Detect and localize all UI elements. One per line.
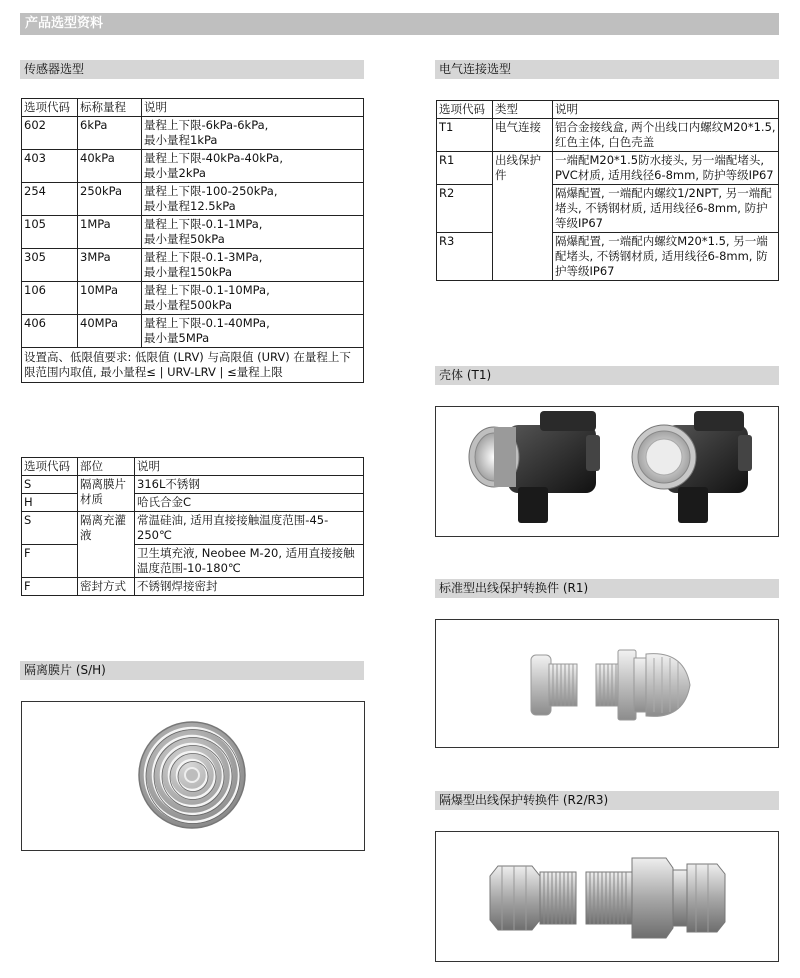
table-row	[22, 282, 364, 315]
range-description: 量程上下限-40kPa-40kPa, 最小量2kPa	[142, 150, 364, 183]
material-description: 卫生填充液, Neobee M-20, 适用直接接触温度范围-10-180℃	[135, 545, 364, 578]
table-row	[437, 119, 779, 152]
option-code: 105	[22, 216, 78, 249]
table-row	[22, 545, 364, 578]
table-row	[22, 578, 364, 596]
connection-description: 铝合金接线盒, 两个出线口内螺纹M20*1.5, 红色主体, 白色壳盖	[553, 119, 779, 152]
header-code: 选项代码	[22, 99, 78, 117]
r1-section-title: 标准型出线保护转换件 (R1)	[435, 579, 779, 598]
option-code: 403	[22, 150, 78, 183]
connection-description: 隔爆配置, 一端配内螺纹1/2NPT, 另一端配堵头, 不锈钢材质, 适用线径6-8mm, 防护等级IP67	[553, 185, 779, 233]
electrical-table	[436, 100, 779, 281]
diaphragm-disc-icon	[139, 722, 245, 828]
header-part: 部位	[78, 458, 135, 476]
material-description: 哈氏合金C	[135, 494, 364, 512]
option-code: F	[22, 545, 78, 578]
diaphragm-image	[21, 701, 365, 851]
plug-icon	[531, 655, 577, 715]
option-code: S	[22, 476, 78, 494]
connection-type: 电气连接	[493, 119, 553, 152]
electrical-section-title: 电气连接选型	[435, 60, 779, 79]
table-row	[22, 117, 364, 150]
table-row	[22, 512, 364, 545]
sensor-section-title: 传感器选型	[20, 60, 364, 79]
nominal-range: 40kPa	[78, 150, 142, 183]
housing-section-title: 壳体 (T1)	[435, 366, 779, 385]
nominal-range: 10MPa	[78, 282, 142, 315]
range-description: 量程上下限-0.1-10MPa, 最小量程500kPa	[142, 282, 364, 315]
table-row	[437, 185, 779, 233]
connection-description: 一端配M20*1.5防水接头, 另一端配堵头, PVC材质, 适用线径6-8mm, 防护等级IP67	[553, 152, 779, 185]
housing-side-view-icon	[469, 411, 600, 523]
table-row	[22, 150, 364, 183]
nominal-range: 250kPa	[78, 183, 142, 216]
option-code: T1	[437, 119, 493, 152]
explosion-proof-plug-icon	[490, 866, 576, 930]
table-row	[437, 152, 779, 185]
page-title: 产品选型资料	[20, 13, 779, 35]
option-code: H	[22, 494, 78, 512]
nominal-range: 6kPa	[78, 117, 142, 150]
option-code: 254	[22, 183, 78, 216]
option-code: 602	[22, 117, 78, 150]
sensor-note-row	[22, 348, 364, 383]
range-description: 量程上下限-6kPa-6kPa, 最小量程1kPa	[142, 117, 364, 150]
table-row	[22, 216, 364, 249]
range-description: 量程上下限-0.1-3MPa, 最小量程150kPa	[142, 249, 364, 282]
connection-type: 出线保护件	[493, 152, 553, 281]
r23-section-title: 隔爆型出线保护转换件 (R2/R3)	[435, 791, 779, 810]
electrical-table-header	[437, 101, 779, 119]
range-description: 量程上下限-0.1-40MPa, 最小量5MPa	[142, 315, 364, 348]
table-row	[22, 315, 364, 348]
connection-description: 隔爆配置, 一端配内螺纹M20*1.5, 另一端配堵头, 不锈钢材质, 适用线径6-8mm, 防护等级IP67	[553, 233, 779, 281]
part-diaphragm-material: 隔离膜片材质	[78, 476, 135, 512]
header-desc: 说明	[553, 101, 779, 119]
option-code: R1	[437, 152, 493, 185]
r23-image	[435, 831, 779, 962]
header-desc: 说明	[142, 99, 364, 117]
explosion-proof-gland-icon	[586, 858, 725, 938]
diaphragm-section-title: 隔离膜片 (S/H)	[20, 661, 364, 680]
nominal-range: 1MPa	[78, 216, 142, 249]
material-description: 不锈钢焊接密封	[135, 578, 364, 596]
option-code: F	[22, 578, 78, 596]
table-row	[437, 233, 779, 281]
option-code: 305	[22, 249, 78, 282]
option-code: 406	[22, 315, 78, 348]
material-table-header	[22, 458, 364, 476]
option-code: R2	[437, 185, 493, 233]
header-desc: 说明	[135, 458, 364, 476]
header-code: 选项代码	[437, 101, 493, 119]
housing-front-view-icon	[632, 411, 752, 523]
material-description: 316L不锈钢	[135, 476, 364, 494]
range-description: 量程上下限-100-250kPa, 最小量程12.5kPa	[142, 183, 364, 216]
option-code: S	[22, 512, 78, 545]
part-seal-method: 密封方式	[78, 578, 135, 596]
header-code: 选项代码	[22, 458, 78, 476]
housing-image	[435, 406, 779, 537]
material-table	[21, 457, 364, 596]
table-row	[22, 494, 364, 512]
option-code: R3	[437, 233, 493, 281]
nominal-range: 40MPa	[78, 315, 142, 348]
range-description: 量程上下限-0.1-1MPa, 最小量程50kPa	[142, 216, 364, 249]
r1-image	[435, 619, 779, 748]
sensor-table-header	[22, 99, 364, 117]
header-range: 标称量程	[78, 99, 142, 117]
cable-gland-icon	[596, 650, 690, 720]
table-row	[22, 183, 364, 216]
sensor-table	[21, 98, 364, 383]
nominal-range: 3MPa	[78, 249, 142, 282]
part-fill-fluid: 隔离充灌液	[78, 512, 135, 578]
table-row	[22, 476, 364, 494]
table-row	[22, 249, 364, 282]
option-code: 106	[22, 282, 78, 315]
material-description: 常温硅油, 适用直接接触温度范围-45-250℃	[135, 512, 364, 545]
range-setting-note: 设置高、低限值要求: 低限值 (LRV) 与高限值 (URV) 在量程上下限范围内取值, 最小量程≤ | URV-LRV | ≤量程上限	[22, 348, 364, 383]
header-type: 类型	[493, 101, 553, 119]
